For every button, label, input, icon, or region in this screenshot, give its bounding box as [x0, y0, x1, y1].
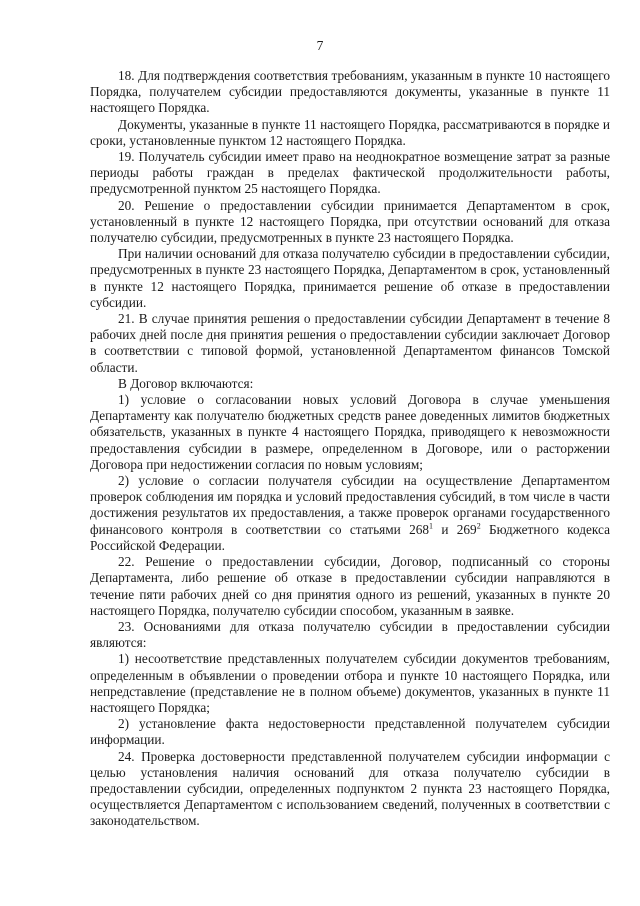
article-superscript-1: 1	[429, 521, 434, 531]
condition-2-ending: Бюджетного кодекса Российской Федерации.	[90, 521, 610, 553]
paragraph-20: 20. Решение о предоставлении субсидии принимается Департаментом в срок, установленный в пункте 12 настоящего Порядка, при отсутствии оснований для отказа получателю субсидии, предусмотренных в пункте 23 настоящего Порядка.	[90, 197, 610, 246]
paragraph-19: 19. Получатель субсидии имеет право на неоднократное возмещение затрат за разные периоды работы граждан в пределах фактической продолжительности работы, предусмотренной пунктом 25 настоящего Порядка.	[90, 149, 610, 197]
paragraph-21-condition-1: 1) условие о согласовании новых условий Договора в случае уменьшения Департаменту как получателю бюджетных средств ранее доведенных лимитов бюджетных обязательств, указанных в пункте 4 настоящего Порядка, приводящего к невозможности предоставления субсидии в размере, определенном в Договоре, или о расторжении Договора при недостижении согласия по новым условиям;	[90, 392, 610, 472]
paragraph-20-refusal: При наличии оснований для отказа получателю субсидии в предоставлении субсидии, предусмотренных в пункте 23 настоящего Порядка, Департаментом в срок, установленный в пункте 12 настоящего Порядка, принимается решение об отказе в предоставлении субсидии.	[90, 246, 610, 310]
paragraph-21-condition-2	[90, 473, 610, 554]
condition-2-text: 2) условие о согласии получателя субсидии на осуществление Департаментом проверок соблюдения им порядка и условий предоставления субсидий, в том числе в части достижения результатов их предоставления, а также проверок органами государственного финансового контроля в соответствии со статьями 268	[90, 473, 610, 537]
paragraph-23: 23. Основаниями для отказа получателю субсидии в предоставлении субсидии являются:	[90, 618, 610, 651]
article-superscript-2: 2	[476, 521, 481, 531]
condition-2-conjunction: и 269	[433, 521, 477, 537]
paragraph-21: 21. В случае принятия решения о предоставлении субсидии Департамент в течение 8 рабочих дней после дня принятия решения о предоставлении субсидии заключает Договор в соответствии с типовой формой, установленной Департаментом финансов Томской области.	[90, 311, 610, 375]
document-body	[90, 68, 610, 830]
paragraph-24: 24. Проверка достоверности представленной получателем субсидии информации с целью установления наличия оснований для отказа получателю субсидии в предоставлении субсидии, определенных подпунктом 2 пункта 23 настоящего Порядка, осуществляется Департаментом с использованием сведений, полученных в соответствии с законодательством.	[90, 748, 610, 829]
paragraph-23-ground-1: 1) несоответствие представленных получателем субсидии документов требованиям, определенным в объявлении о проведении отбора и пункте 10 настоящего Порядка, или непредставление (представление не в полном объеме) документов, указанных в пункте 11 настоящего Порядка;	[90, 651, 610, 715]
paragraph-23-ground-2: 2) установление факта недостоверности представленной получателем субсидии информации.	[90, 716, 610, 748]
paragraph-21-includes: В Договор включаются:	[118, 375, 254, 391]
paragraph-22: 22. Решение о предоставлении субсидии, Договор, подписанный со стороны Департамента, либо решение об отказе в предоставлении субсидии направляются в течение пяти рабочих дней со дня принятия одного из решений, указанных в пункте 20 настоящего Порядка, получателю субсидии способом, указанным в заявке.	[90, 554, 610, 618]
page-number: 7	[316, 38, 324, 53]
paragraph-18: 18. Для подтверждения соответствия требованиям, указанным в пункте 10 настоящего Порядка, получателем субсидии предоставляются документы, указанные в пункте 11 настоящего Порядка.	[90, 68, 610, 116]
paragraph-18-documents: Документы, указанные в пункте 11 настоящего Порядка, рассматриваются в порядке и сроки, установленные пунктом 12 настоящего Порядка.	[90, 116, 610, 148]
